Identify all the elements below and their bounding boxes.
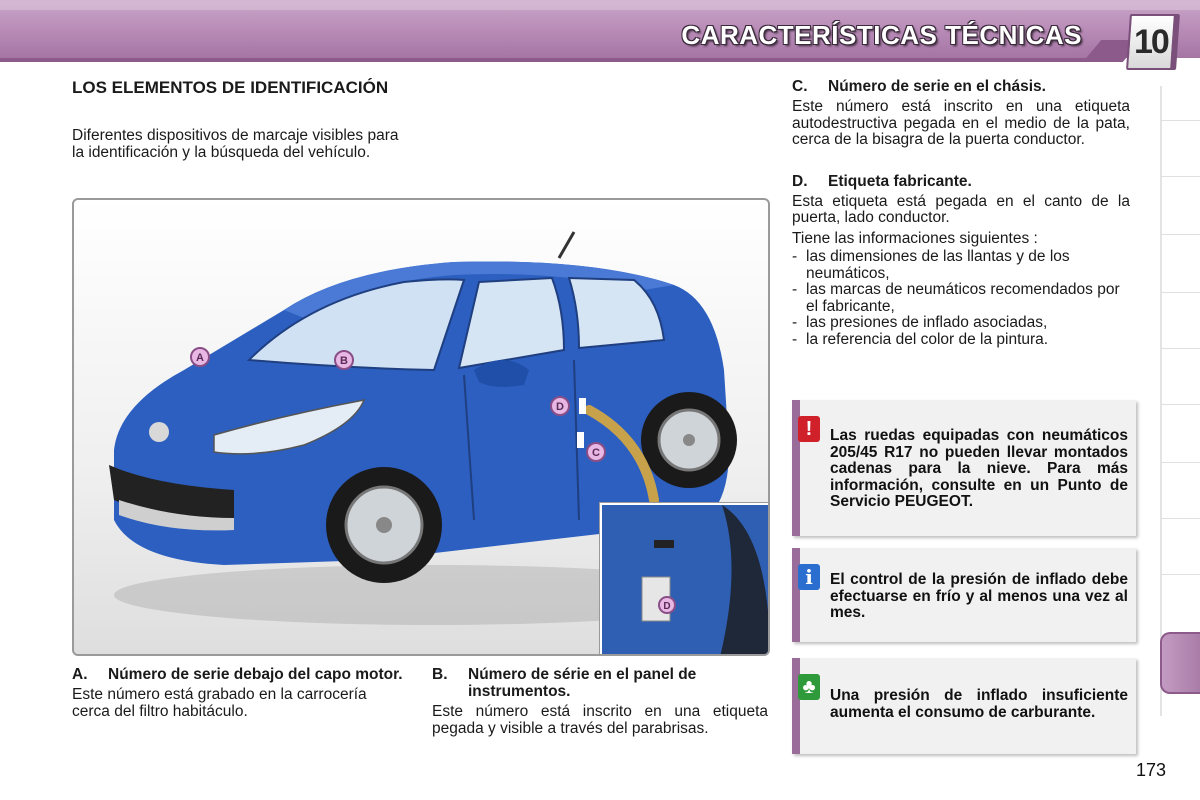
list-item: - las dimensiones de las llantas y de los neumáticos, (792, 249, 1130, 282)
section-b-title (432, 666, 768, 700)
list-item: - la referencia del color de la pintura. (792, 330, 1049, 348)
eco-note-text: Una presión de inflado insuficiente aumenta el consumo de carburante. (830, 687, 1128, 721)
door-edge-detail-inset (600, 503, 770, 656)
warning-note-text: Las ruedas equipadas con neumáticos 205/45 R17 no pueden llevar montados cadenas para la nieve. Para más información, consulte en un Punto de Servicio PEUGEOT. (830, 427, 1128, 510)
section-c-title (792, 78, 1130, 95)
info-icon: i (798, 564, 820, 590)
marker-c (587, 443, 605, 461)
side-tab-strip (1160, 86, 1200, 716)
section-d-title-text: Etiqueta fabricante. (828, 172, 972, 190)
warning-icon: ! (798, 416, 820, 442)
side-tab-divider (1162, 292, 1200, 293)
chapter-number-badge (1126, 14, 1180, 70)
marker-d (551, 397, 569, 415)
section-b (432, 666, 768, 737)
marker-a-label: A (196, 352, 204, 364)
list-item-text: las presiones de inflado asociadas, (806, 314, 1048, 331)
section-b-text: Este número está inscrito en una etiqueta pegada y visible a través del parabrisas. (432, 703, 768, 737)
section-d-letter: D. (792, 172, 808, 190)
section-d-text-2: Tiene las informaciones siguientes : (792, 229, 1038, 247)
section-a-text: Este número está grabado en la carrocería cerca del filtro habitáculo. (72, 686, 367, 720)
section-b-title-text: Número de série en el panel de instrumentos. (468, 666, 697, 700)
side-tab-divider (1162, 176, 1200, 177)
info-note-text: El control de la presión de inflado debe efectuarse en frío y al menos una vez al mes. (830, 571, 1128, 621)
eco-note (792, 658, 1136, 754)
inset-marker-d-label: D (663, 601, 671, 612)
header-rule (0, 58, 1100, 62)
section-a-letter: A. (72, 666, 88, 683)
side-tab-divider (1162, 120, 1200, 121)
side-tab-divider (1162, 518, 1200, 519)
list-item-text: las marcas de neumáticos recomendados por el fabricante, (806, 281, 1120, 315)
section-a (72, 666, 408, 720)
page-number: 173 (1136, 760, 1167, 780)
marker-a (191, 348, 209, 366)
list-item-text: las dimensiones de las llantas y de los neumáticos, (806, 248, 1070, 282)
side-tab-divider (1162, 462, 1200, 463)
side-tab-divider (1162, 574, 1200, 575)
intro-text: Diferentes dispositivos de marcaje visibles para la identificación y la búsqueda del vehículo. (72, 127, 399, 161)
marker-b-label: B (340, 355, 348, 367)
info-note (792, 548, 1136, 642)
side-tab-divider (1162, 404, 1200, 405)
section-d-title (792, 173, 1130, 190)
active-chapter-tab[interactable] (1160, 632, 1200, 694)
section-c-letter: C. (792, 78, 808, 95)
section-a-title (72, 666, 408, 683)
vehicle-illustration (72, 198, 770, 656)
marker-d-label: D (556, 401, 564, 413)
warning-note (792, 400, 1136, 536)
section-c-text: Este número está inscrito en una etiqueta autodestructiva pegada en el medio de la pata, cerca de la bisagra de la puerta conductor. (792, 98, 1130, 148)
list-item-text: la referencia del color de la pintura. (806, 330, 1049, 348)
section-heading: LOS ELEMENTOS DE IDENTIFICACIÓN (72, 78, 389, 97)
list-item: - las marcas de neumáticos recomendados por el fabricante, (792, 282, 1130, 315)
marker-c-label: C (592, 447, 600, 459)
right-column (792, 78, 1130, 348)
section-a-title-text: Número de serie debajo del capo motor. (108, 666, 403, 683)
tree-icon: ♣ (798, 674, 820, 700)
header-shine (0, 0, 1200, 10)
section-c-title-text: Número de serie en el chásis. (828, 78, 1046, 95)
section-d-text-1: Esta etiqueta está pegada en el canto de la puerta, lado conductor. (792, 192, 1130, 226)
list-item: - las presiones de inflado asociadas, (792, 314, 1048, 331)
section-b-letter: B. (432, 666, 448, 683)
chapter-title: CARACTERÍSTICAS TÉCNICAS (681, 20, 1082, 50)
side-tab-divider (1162, 348, 1200, 349)
side-tab-divider (1162, 234, 1200, 235)
chapter-number: 10 (1134, 22, 1168, 61)
section-d-bullet-list (792, 249, 1130, 348)
marker-b (335, 351, 353, 369)
door-edge-drawing (602, 505, 770, 656)
